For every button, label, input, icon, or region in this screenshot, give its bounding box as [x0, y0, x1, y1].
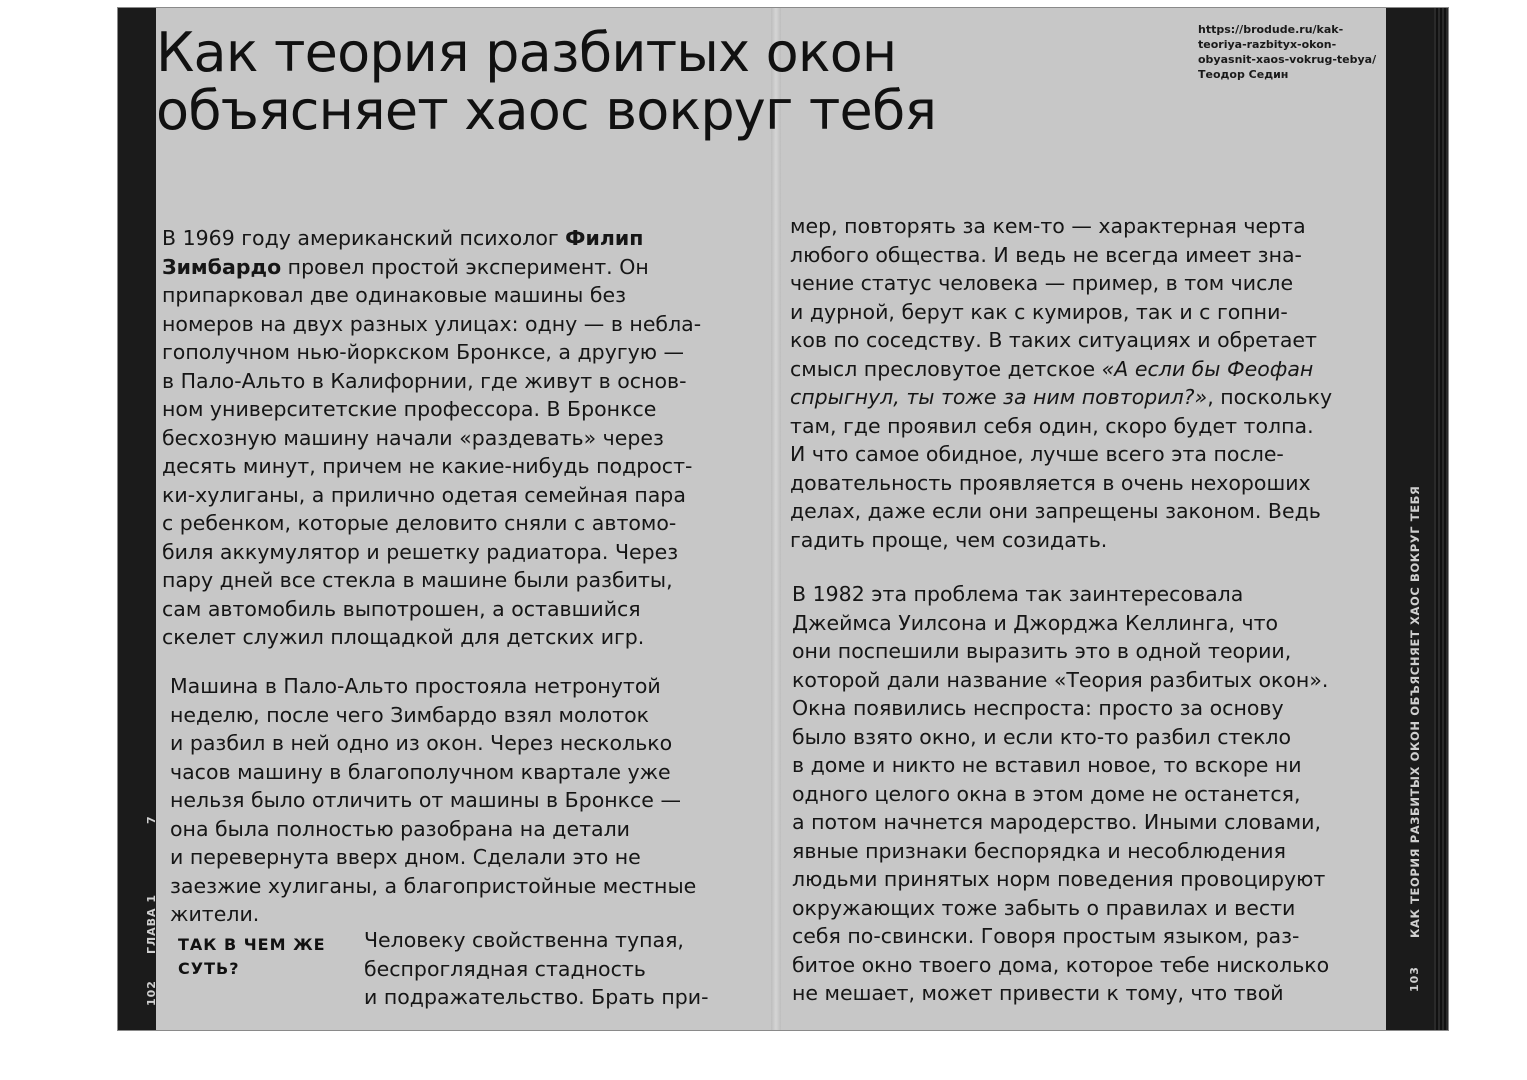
text-line: чение статус человека — пример, в том числе: [790, 271, 1294, 295]
text-line: гополучном нью-йоркском Бронксе, а другую —: [162, 340, 684, 364]
text-line: ки-хулиганы, а прилично одетая семейная пара: [162, 482, 686, 507]
text-line: ков по соседству. В таких ситуациях и обретает: [790, 328, 1317, 352]
left-paragraph-1: [162, 224, 701, 652]
left-page-edge-band: [118, 8, 156, 1030]
text-line: [790, 355, 1332, 384]
right-paragraph-1: [790, 212, 1332, 554]
page-stack-edge: [1434, 8, 1448, 1030]
text-line: и перевернута вверх дном. Сделали это не: [170, 845, 641, 869]
left-paragraph-2: [170, 672, 696, 929]
text-line: с ребенком, которые деловито сняли с автомо-: [162, 511, 677, 535]
text-line: любого общества. И ведь не всегда имеет зна-: [790, 242, 1302, 267]
text-run: В 1969 году американский психолог: [162, 226, 566, 250]
text-line: скелет служил площадкой для детских игр.: [162, 625, 645, 649]
subheading-line: СУТЬ?: [178, 959, 240, 978]
text-line: припарковал две одинаковые машины без: [162, 283, 626, 307]
source-credit: [1198, 22, 1376, 82]
bold-name: Филип: [565, 226, 644, 250]
text-line: в доме и никто не вставил новое, то вскоре ни: [792, 753, 1302, 777]
text-run: , поскольку: [1207, 385, 1333, 409]
text-line: а потом начнется мародерство. Иными словами,: [792, 810, 1321, 834]
text-run: смысл пресловутое детское: [790, 356, 1102, 381]
text-line: [790, 383, 1332, 412]
text-line: не мешает, может привести к тому, что твой: [792, 981, 1284, 1005]
subheading-line: ТАК В ЧЕМ ЖЕ: [178, 935, 326, 954]
text-line: они поспешили выразить это в одной теории,: [792, 639, 1292, 663]
text-line: Машина в Пало-Альто простояла нетронутой: [170, 674, 661, 698]
text-line: людьми принятых норм поведения провоцируют: [792, 867, 1326, 891]
text-line: жители.: [170, 902, 260, 926]
text-line: Человеку свойственна тупая,: [364, 928, 684, 952]
text-line: номеров на двух разных улицах: одну — в небла-: [162, 311, 702, 336]
text-line: и разбил в ней одно из окон. Через несколько: [170, 731, 673, 755]
text-line: беспроглядная стадность: [364, 956, 646, 981]
source-author: Теодор Седин: [1198, 68, 1289, 81]
text-line: делах, даже если они запрещены законом. Ведь: [790, 499, 1321, 523]
right-page-number: 103: [1408, 966, 1421, 992]
text-line: часов машину в благополучном квартале уже: [170, 759, 671, 784]
text-run: провел простой эксперимент. Он: [281, 254, 649, 279]
text-line: в Пало-Альто в Калифорнии, где живут в основ-: [162, 368, 687, 393]
text-line: И что самое обидное, лучше всего эта после-: [790, 442, 1284, 466]
source-url-line: obyasnit-xaos-vokrug-tebya/: [1198, 53, 1377, 66]
text-line: заезжие хулиганы, а благопристойные местные: [170, 873, 697, 898]
text-line: довательность проявляется в очень нехороших: [790, 470, 1311, 495]
text-line: бесхозную машину начали «раздевать» через: [162, 425, 664, 450]
bold-name: Зимбардо: [162, 254, 282, 279]
text-line: окружающих тоже забыть о правилах и вести: [792, 895, 1296, 920]
text-line: она была полностью разобрана на детали: [170, 816, 631, 841]
section-subheading: [178, 933, 326, 981]
article-title: [156, 21, 937, 142]
left-paragraph-3: [364, 926, 709, 1012]
text-line: там, где проявил себя один, скоро будет толпа.: [790, 413, 1314, 438]
text-line: битое окно твоего дома, которое тебе нисколько: [792, 952, 1330, 977]
text-line: неделю, после чего Зимбардо взял молоток: [170, 702, 650, 727]
text-line: Джеймса Уилсона и Джорджа Келлинга, что: [792, 610, 1279, 635]
text-line: [162, 224, 701, 253]
italic-quote: спрыгнул, ты тоже за ним повторил?»: [790, 385, 1208, 409]
text-line: себя по-свински. Говоря простым языком, раз-: [792, 924, 1300, 948]
title-line: объясняет хаос вокруг тебя: [156, 79, 937, 142]
chapter-label: ГЛАВА 1: [145, 893, 158, 954]
text-line: Окна появились неспроста: просто за основу: [792, 696, 1284, 720]
title-line: Как теория разбитых окон: [156, 21, 897, 84]
text-line: было взято окно, и если кто-то разбил стекло: [792, 724, 1292, 749]
text-line: которой дали название «Теория разбитых окон».: [792, 667, 1329, 692]
text-line: нельзя было отличить от машины в Бронксе —: [170, 788, 681, 812]
book-spine: [771, 8, 781, 1030]
source-url-line: https://brodude.ru/kak-: [1198, 23, 1344, 36]
text-line: ном университетские профессора. В Бронксе: [162, 397, 657, 421]
left-page-number: 102: [145, 980, 158, 1006]
right-paragraph-2: [792, 580, 1329, 1008]
running-head: КАК ТЕОРИЯ РАЗБИТЫХ ОКОН ОБЪЯСНЯЕТ ХАОС ВОКРУГ ТЕБЯ: [1408, 485, 1422, 938]
text-line: [162, 253, 701, 282]
source-url-line: teoriya-razbityx-okon-: [1198, 38, 1337, 51]
chapter-number: 7: [145, 815, 158, 824]
italic-quote: «А если бы Феофан: [1101, 356, 1314, 381]
text-line: сам автомобиль выпотрошен, а оставшийся: [162, 596, 641, 621]
text-line: гадить проще, чем созидать.: [790, 527, 1108, 552]
text-line: мер, повторять за кем-то — характерная черта: [790, 214, 1306, 238]
text-line: и подражательство. Брать при-: [364, 985, 709, 1009]
text-line: десять минут, причем не какие-нибудь подрост-: [162, 454, 693, 478]
text-line: пару дней все стекла в машине были разбиты,: [162, 568, 673, 592]
text-line: одного целого окна в этом доме не останется,: [792, 781, 1301, 806]
text-line: В 1982 эта проблема так заинтересовала: [792, 582, 1244, 606]
text-line: явные признаки беспорядка и несоблюдения: [792, 838, 1286, 863]
text-line: и дурной, берут как с кумиров, так и с гопни-: [790, 299, 1288, 324]
text-line: биля аккумулятор и решетку радиатора. Через: [162, 539, 679, 564]
